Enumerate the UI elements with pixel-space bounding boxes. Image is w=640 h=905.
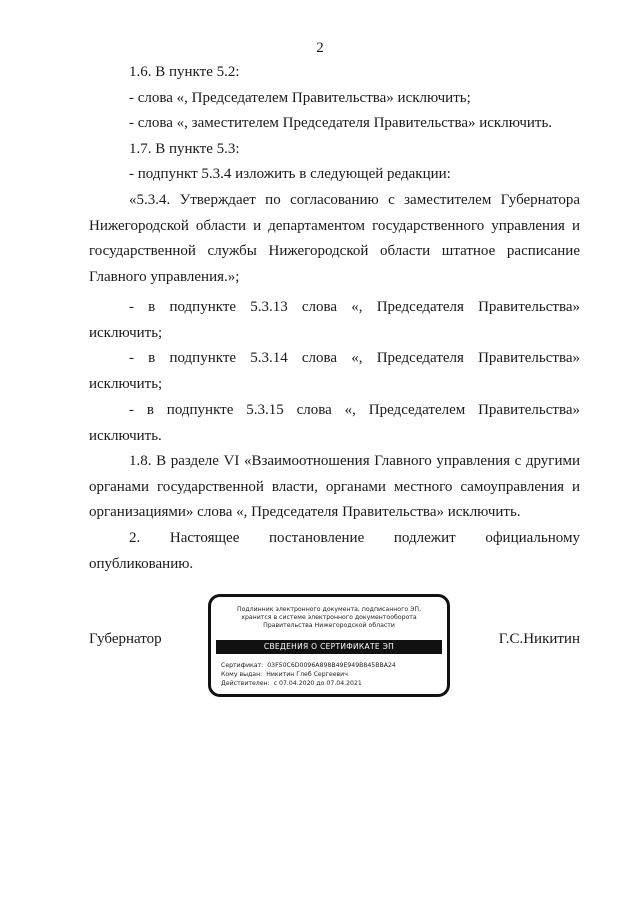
paragraph-line: «5.3.4. Утверждает по согласованию с заместителем Губернатора — [129, 192, 580, 208]
paragraph-line: Главного управления.»; — [89, 268, 240, 285]
paragraph-line: Нижегородской области и департаментом государственного управления и — [89, 217, 580, 234]
stamp-cert-row — [221, 661, 396, 670]
stamp-owner-row — [221, 670, 396, 679]
paragraph-line: организациями» слова «, Председателя Правительства» исключить. — [89, 504, 521, 520]
stamp-valid-row — [221, 679, 396, 688]
paragraph-line: опубликованию. — [89, 555, 194, 572]
paragraph-line: 1.7. В пункте 5.3: — [129, 140, 240, 157]
paragraph-line: органами государственной власти, органами местного самоуправления и — [89, 478, 580, 495]
paragraph-line: исключить; — [89, 375, 163, 392]
stamp-header-line: Правительства Нижегородской области — [263, 622, 395, 629]
stamp-header-line: Подлинник электронного документа, подписанного ЭП, — [236, 606, 422, 613]
paragraph-line: - подпункт 5.3.4 изложить в следующей редакции: — [129, 166, 451, 182]
stamp-cert-value: 03F50C6D0096A898B49E949B845BBA24 — [267, 662, 396, 669]
paragraph-line: 1.6. В пункте 5.2: — [129, 64, 240, 80]
stamp-title: СВЕДЕНИЯ О СЕРТИФИКАТЕ ЭП — [216, 640, 442, 654]
stamp-owner-label: Кому выдан: — [221, 671, 263, 678]
signatory-position: Губернатор — [89, 631, 162, 647]
stamp-details — [221, 661, 396, 688]
stamp-header-line: хранится в системе электронного документооборота — [241, 614, 417, 621]
paragraph-5-3-13 — [89, 295, 580, 346]
paragraph-line: - слова «, Председателем Правительства» исключить; — [129, 89, 471, 106]
paragraph-line: 1.8. В разделе VI «Взаимоотношения Главного управления с другими — [129, 453, 580, 469]
paragraph-line: - в подпункте 5.3.14 слова «, Председателя Правительства» — [129, 350, 580, 366]
paragraph-5-3-15 — [89, 398, 580, 449]
stamp-valid-label: Действителен: — [221, 680, 270, 687]
paragraph-line: 2. Настоящее постановление подлежит официальному — [129, 530, 580, 546]
paragraph-5-3-4 — [89, 188, 580, 290]
stamp-valid-value: с 07.04.2020 до 07.04.2021 — [273, 680, 362, 687]
paragraph-line: - слова «, заместителем Председателя Правительства» исключить. — [129, 115, 553, 131]
paragraph-line: исключить. — [89, 427, 162, 444]
paragraph-5-3-14 — [89, 346, 580, 397]
stamp-owner-value: Никитин Глеб Сергеевич — [266, 671, 348, 678]
stamp-cert-label: Сертификат: — [221, 662, 264, 669]
page-number: 2 — [316, 40, 324, 56]
paragraph-1-8 — [89, 449, 580, 526]
paragraph-2 — [89, 526, 580, 577]
stamp-header — [211, 606, 447, 630]
paragraph-line: государственной службы Нижегородской области штатное расписание — [89, 243, 580, 259]
paragraph-line: исключить; — [89, 324, 163, 341]
e-signature-stamp — [208, 594, 450, 697]
signatory-name: Г.С.Никитин — [498, 631, 580, 647]
paragraph-1-6 — [89, 60, 580, 188]
paragraph-line: - в подпункте 5.3.15 слова «, Председателем Правительства» — [129, 402, 580, 418]
paragraph-line: - в подпункте 5.3.13 слова «, Председателя Правительства» — [129, 299, 580, 315]
